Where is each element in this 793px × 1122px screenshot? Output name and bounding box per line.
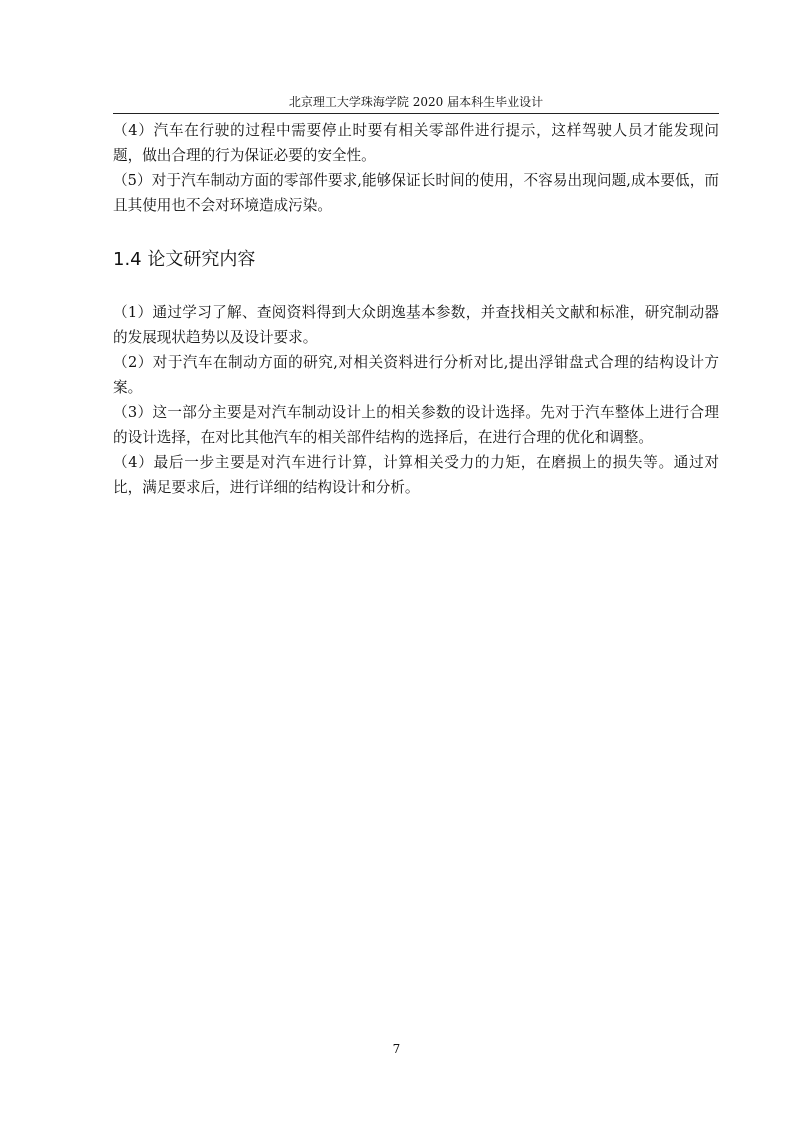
page-number: 7	[392, 1042, 401, 1056]
header-divider	[113, 113, 719, 114]
research-item-3: （3）这一部分主要是对汽车制动设计上的相关参数的设计选择。先对于汽车整体上进行合理的设计选择，在对比其他汽车的相关部件结构的选择后，在进行合理的优化和调整。	[113, 404, 719, 446]
paragraph-item-5: （5）对于汽车制动方面的零部件要求,能够保证长时间的使用，不容易出现问题,成本要低，而且其使用也不会对环境造成污染。	[113, 172, 719, 214]
section-paragraphs	[113, 300, 719, 500]
paragraph-item-4: （4）汽车在行驶的过程中需要停止时要有相关零部件进行提示，这样驾驶人员才能发现问题，做出合理的行为保证必要的安全性。	[113, 122, 719, 164]
section-heading: 1.4 论文研究内容	[113, 249, 256, 270]
research-item-2: （2）对于汽车在制动方面的研究,对相关资料进行分析对比,提出浮钳盘式合理的结构设计方案。	[113, 354, 719, 396]
research-item-4: （4）最后一步主要是对汽车进行计算，计算相关受力的力矩，在磨损上的损失等。通过对比，满足要求后，进行详细的结构设计和分析。	[113, 454, 719, 496]
page-header: 北京理工大学珠海学院 2020 届本科生毕业设计	[288, 95, 544, 109]
research-item-1: （1）通过学习了解、查阅资料得到大众朗逸基本参数，并查找相关文献和标准，研究制动器的发展现状趋势以及设计要求。	[113, 304, 719, 346]
intro-paragraphs	[113, 118, 719, 218]
